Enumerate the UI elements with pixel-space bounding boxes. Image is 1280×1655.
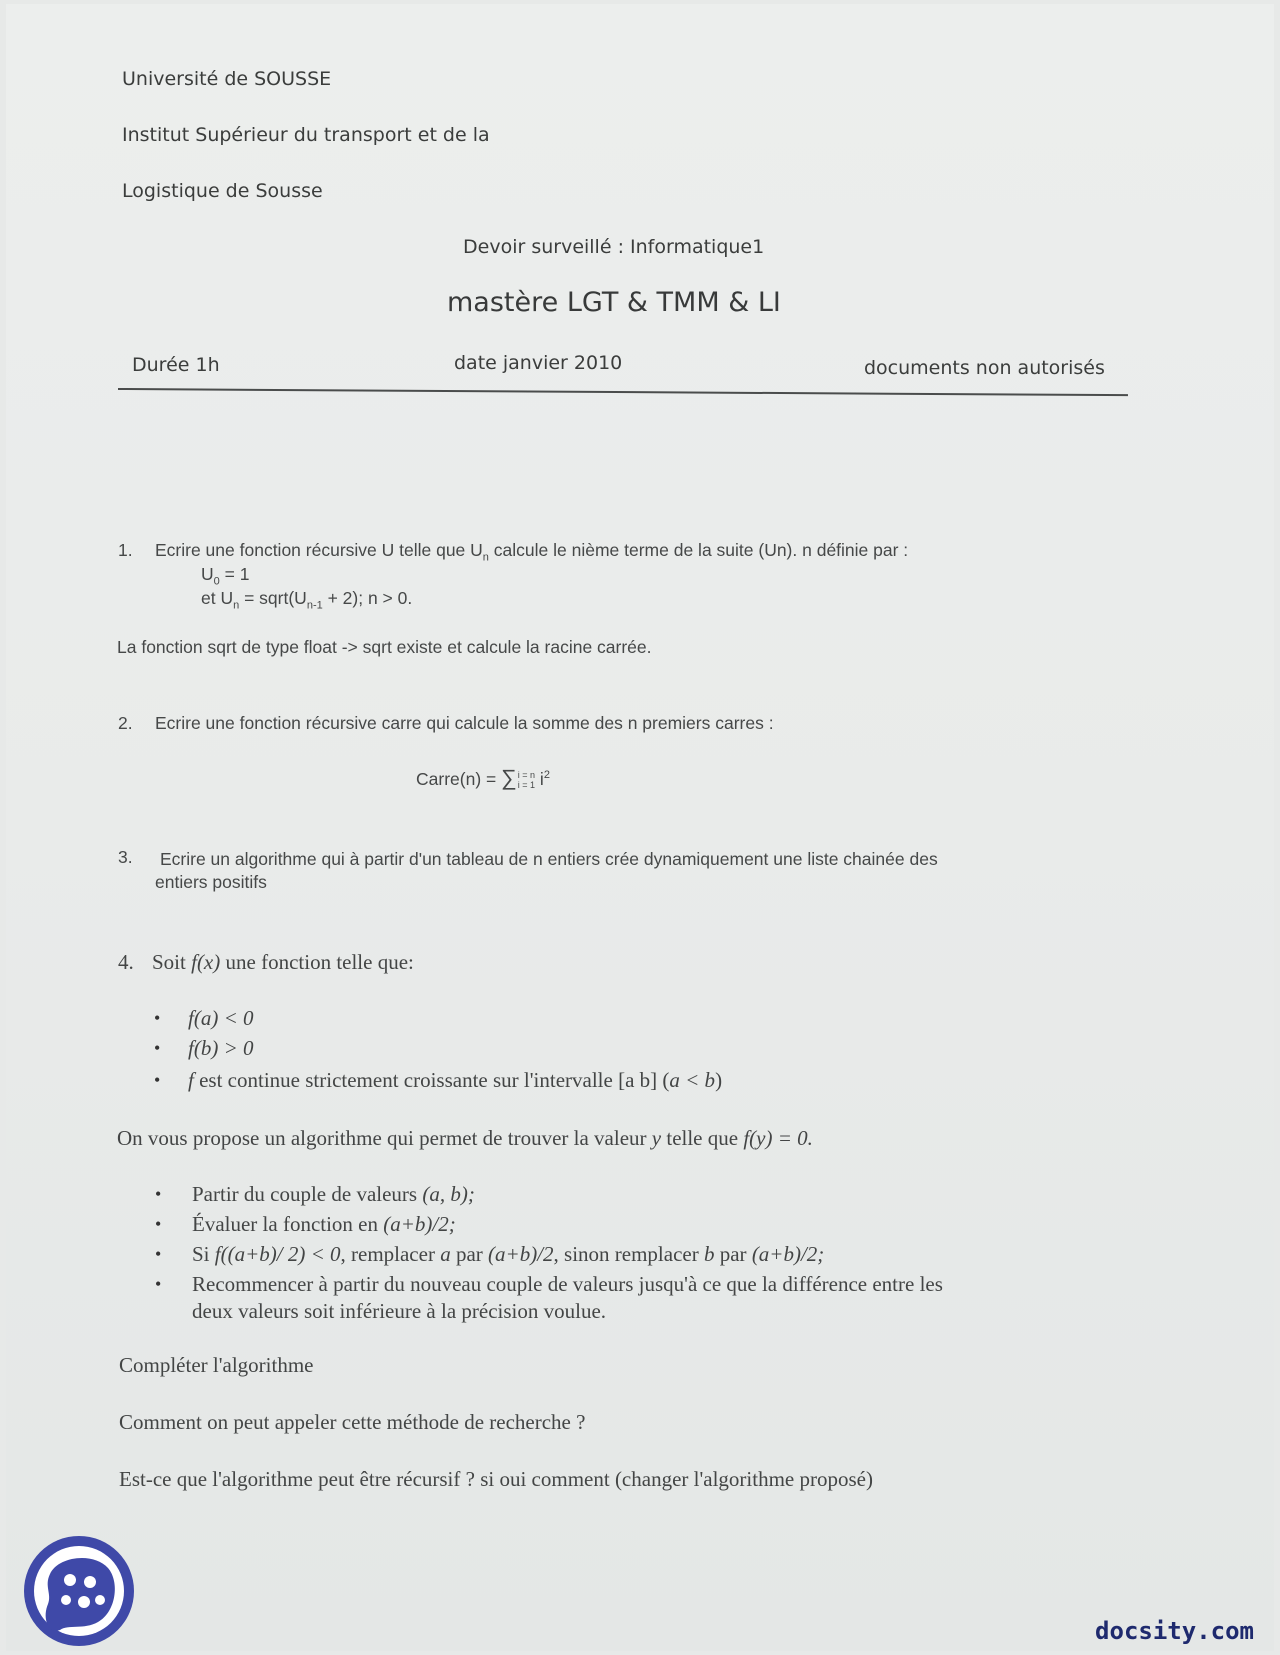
bullet-icon: • (155, 1184, 162, 1204)
q4-algorithm-intro: On vous propose un algorithme qui permet de trouver la valeur y telle que f(y) = 0. (117, 1126, 813, 1150)
q4-step-2: Évaluer la fonction en (a+b)/2; (192, 1212, 456, 1236)
duration: Durée 1h (132, 354, 220, 376)
bullet-icon: • (155, 1244, 162, 1264)
q3-number: 3. (118, 847, 133, 867)
q4-task-2: Comment on peut appeler cette méthode de recherche ? (119, 1410, 586, 1434)
q4-step-3: Si f((a+b)/ 2) < 0, remplacer a par (a+b)/2, sinon remplacer b par (a+b)/2; (192, 1242, 825, 1266)
q4-number: 4. (118, 950, 134, 974)
q1-text: Ecrire une fonction récursive U telle que $U_n$ calcule le nième terme de la suite (Un). n définie par : (155, 540, 909, 564)
q2-formula: Carre(n) = ∑ i = n i = 1 $i^2$ (416, 765, 550, 791)
q3-line-1: Ecrire un algorithme qui à partir d'un tableau de n entiers crée dynamiquement une liste chainée des (160, 849, 938, 869)
q4-condition-2: f(b) > 0 (188, 1036, 254, 1060)
program-title: mastère LGT & TMM & LI (447, 287, 781, 318)
q1-initial-term: $U_0 = 1$ (201, 564, 250, 588)
q4-step-4-line-2: deux valeurs soit inférieure à la précision voulue. (192, 1299, 607, 1323)
institute-line-2: Logistique de Sousse (122, 180, 323, 202)
q1-note: La fonction sqrt de type float -> sqrt existe et calcule la racine carrée. (117, 637, 652, 657)
exam-type: Devoir surveillé : Informatique1 (463, 236, 765, 258)
q2-text: Ecrire une fonction récursive carre qui calcule la somme des n premiers carres : (155, 713, 774, 733)
q4-task-3: Est-ce que l'algorithme peut être récursif ? si oui comment (changer l'algorithme proposé) (119, 1467, 873, 1491)
q2-number: 2. (118, 713, 133, 733)
bullet-icon: • (154, 1008, 161, 1028)
exam-date: date janvier 2010 (454, 352, 623, 374)
bullet-icon: • (155, 1214, 162, 1234)
docsity-watermark[interactable]: docsity.com (1095, 1617, 1254, 1645)
q4-condition-3: f est continue strictement croissante sur l'intervalle [a b] (a < b) (188, 1068, 723, 1092)
q4-intro: Soit f(x) une fonction telle que: (152, 950, 414, 974)
q3-line-2: entiers positifs (155, 872, 267, 892)
bullet-icon: • (155, 1274, 162, 1294)
bullet-icon: • (154, 1038, 161, 1058)
bullet-icon: • (154, 1070, 161, 1090)
university-name: Université de SOUSSE (122, 68, 332, 90)
docsity-logo (22, 1534, 136, 1648)
q1-recurrence: et $U_n$ = $sqrt(U_{n-1} + 2)$; n > 0. (201, 588, 413, 612)
q4-condition-1: f(a) < 0 (188, 1006, 254, 1030)
q1-number: 1. (118, 540, 133, 560)
q4-step-1: Partir du couple de valeurs (a, b); (192, 1182, 475, 1206)
institute-line-1: Institut Supérieur du transport et de la (122, 124, 490, 146)
q4-task-1: Compléter l'algorithme (119, 1353, 314, 1377)
documents-policy: documents non autorisés (864, 357, 1105, 379)
q4-step-4-line-1: Recommencer à partir du nouveau couple de valeurs jusqu'à ce que la différence entre les (192, 1272, 943, 1296)
